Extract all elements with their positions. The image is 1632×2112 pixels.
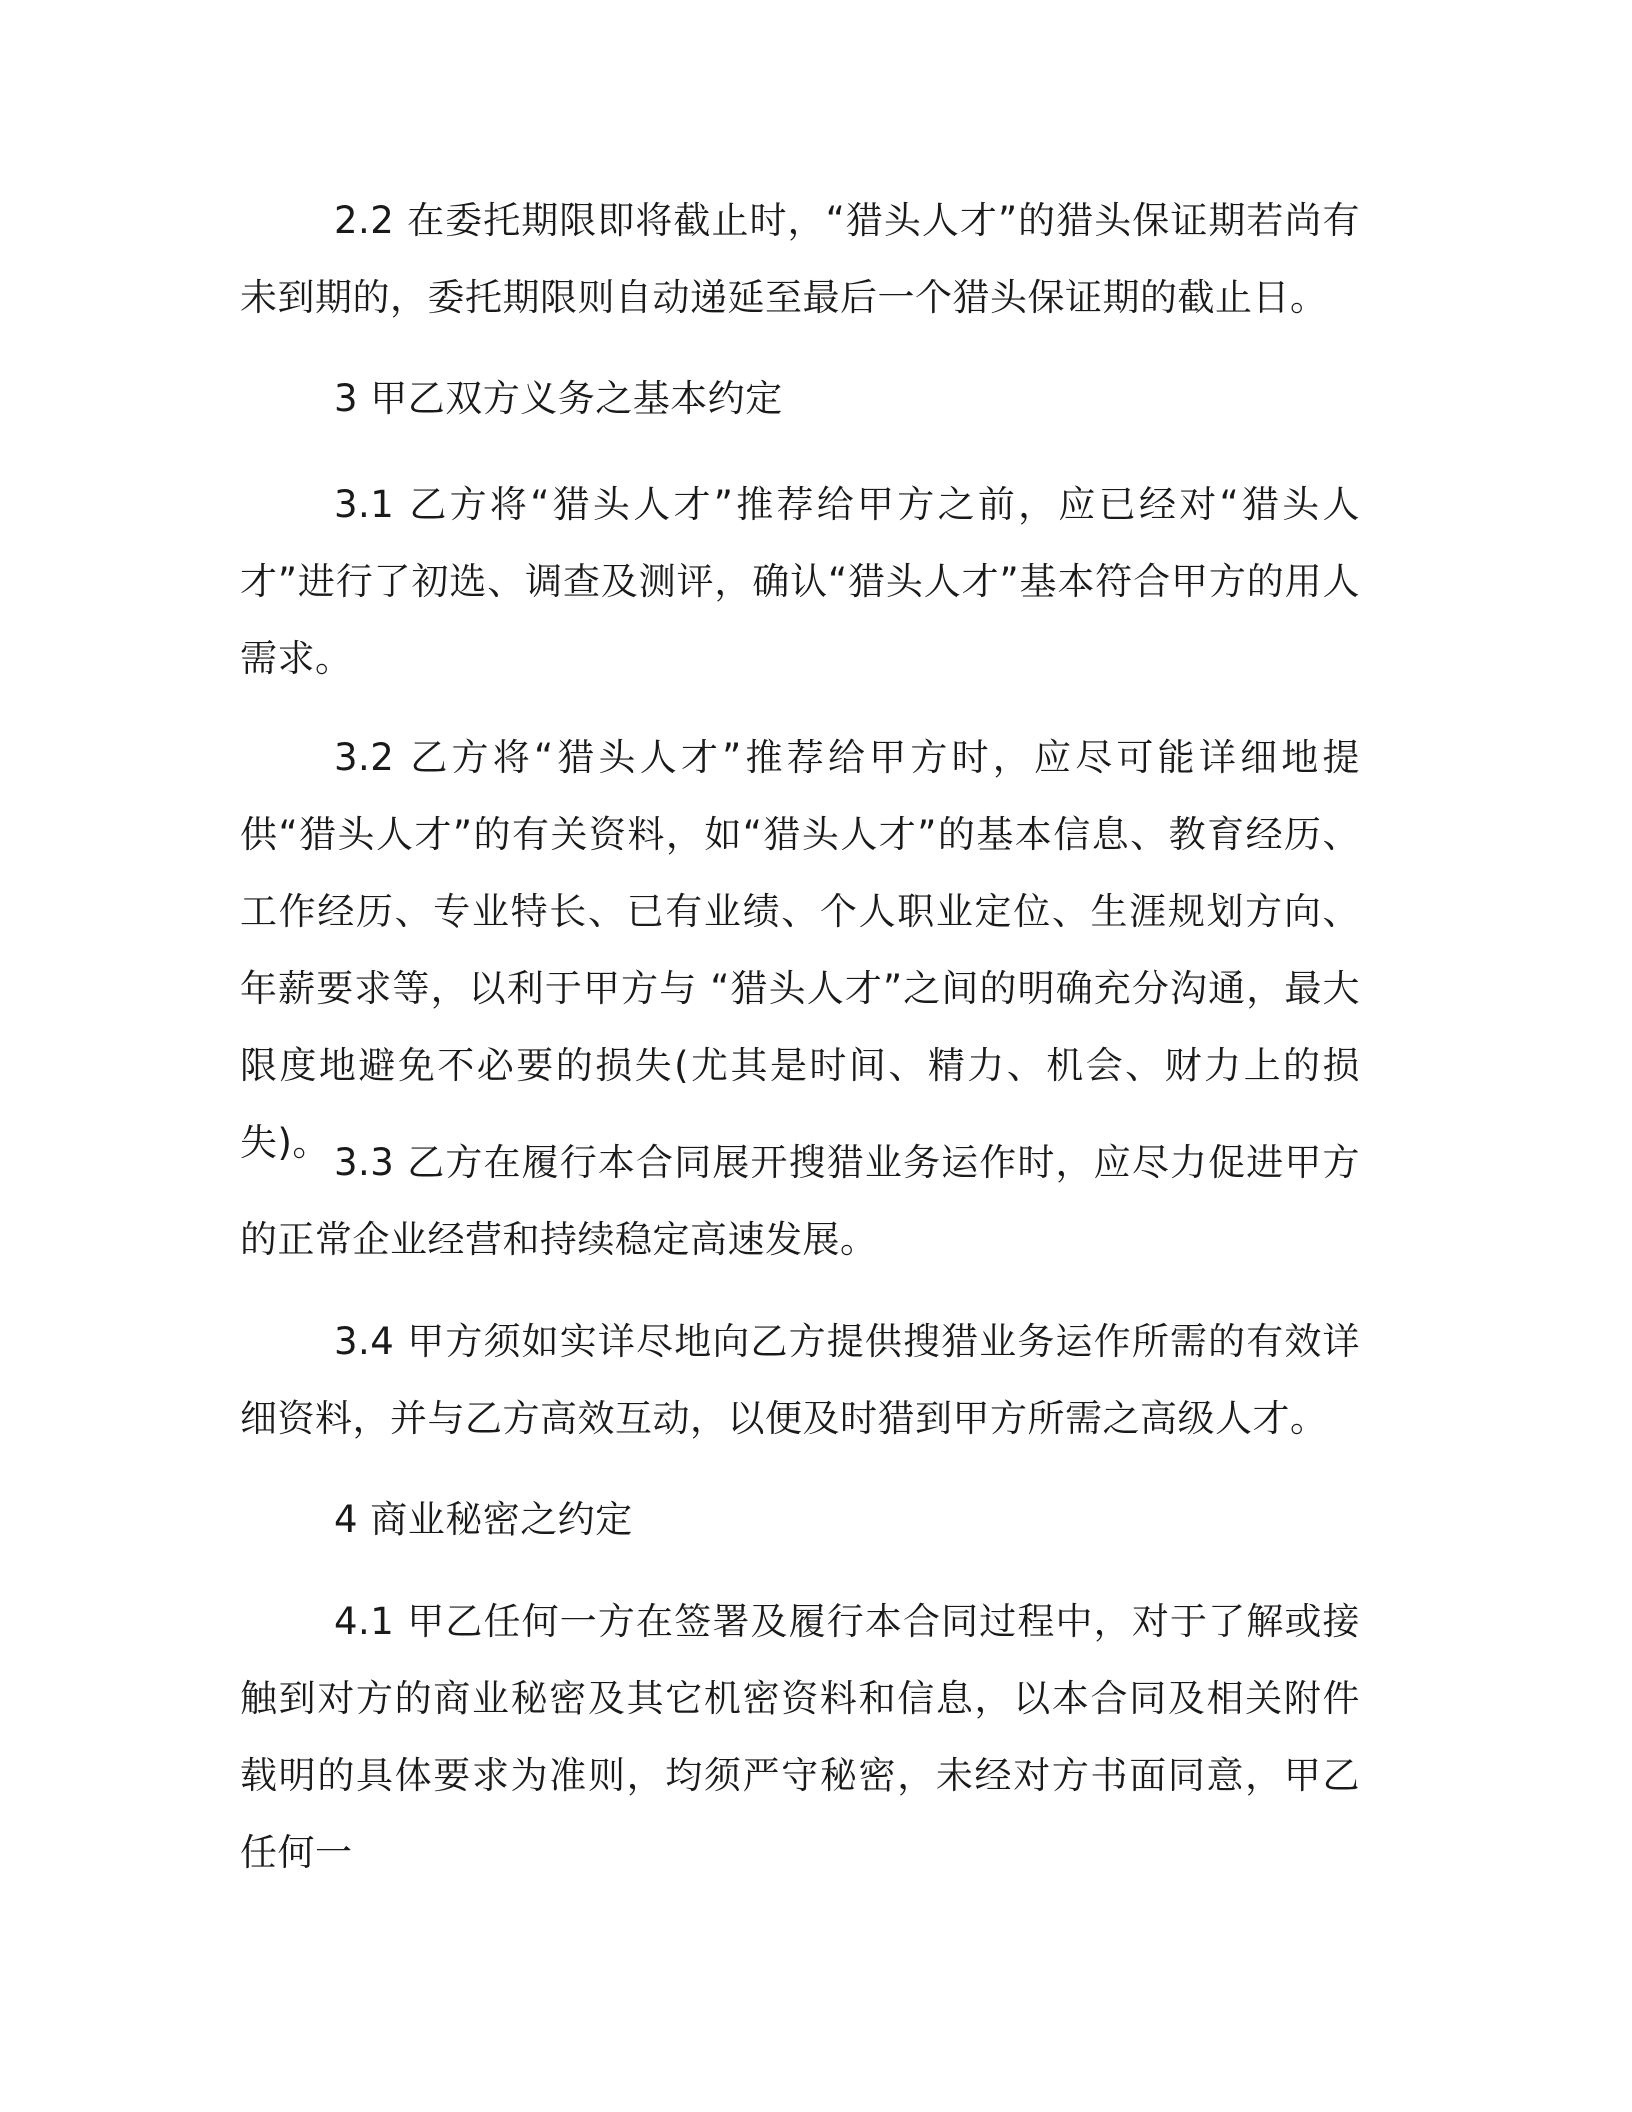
paragraph-3-3: 3.3 乙方在履行本合同展开搜猎业务运作时，应尽力促进甲方的正常企业经营和持续稳定高速发展。 xyxy=(240,1141,1360,1261)
heading-section-3: 3 甲乙双方义务之基本约定 xyxy=(334,377,783,420)
paragraph-4-1: 4.1 甲乙任何一方在签署及履行本合同过程中，对于了解或接触到对方的商业秘密及其它机密资料和信息，以本合同及相关附件载明的具体要求为准则，均须严守秘密，未经对方书面同意，甲乙任何一 xyxy=(240,1600,1360,1874)
heading-section-4: 4 商业秘密之约定 xyxy=(334,1498,633,1541)
paragraph-3-2: 3.2 乙方将“猎头人才”推荐给甲方时，应尽可能详细地提供“猎头人才”的有关资料，如“猎头人才”的基本信息、教育经历、工作经历、专业特长、已有业绩、个人职业定位、生涯规划方向、年薪要求等，以利于甲方与 “猎头人才”之间的明确充分沟通，最大限度地避免不必要的损失(尤其是时间、精力、机会、财力上的损失)。 xyxy=(240,736,1360,1164)
paragraph-2-2: 2.2 在委托期限即将截止时，“猎头人才”的猎头保证期若尚有未到期的，委托期限则自动递延至最后一个猎头保证期的截止日。 xyxy=(240,199,1360,319)
paragraph-3-4: 3.4 甲方须如实详尽地向乙方提供搜猎业务运作所需的有效详细资料，并与乙方高效互动，以便及时猎到甲方所需之高级人才。 xyxy=(240,1320,1360,1440)
paragraph-3-1: 3.1 乙方将“猎头人才”推荐给甲方之前，应已经对“猎头人才”进行了初选、调查及测评，确认“猎头人才”基本符合甲方的用人需求。 xyxy=(240,483,1360,680)
